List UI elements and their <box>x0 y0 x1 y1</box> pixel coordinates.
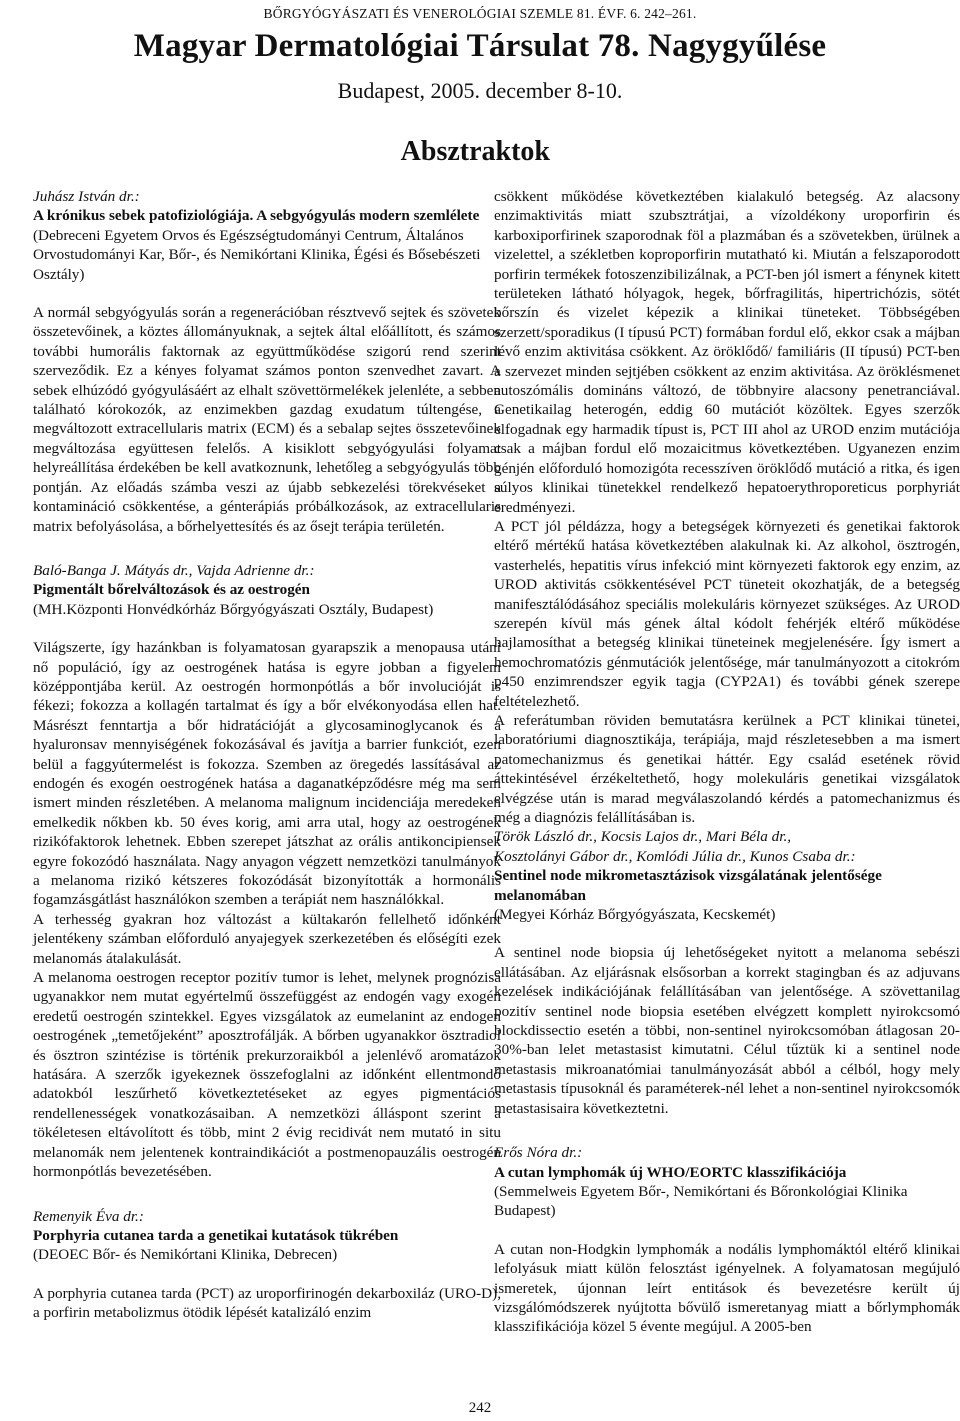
conference-title: Magyar Dermatológiai Társulat 78. Nagygyűlése <box>133 28 827 64</box>
abstract-affiliation: (Semmelweis Egyetem Bőr-, Nemikórtani és Bőronkológiai Klinika Budapest) <box>494 1182 908 1220</box>
abstract-juhasz <box>33 187 501 536</box>
abstract-authors: Erős Nóra dr.: <box>494 1144 583 1162</box>
abstract-affiliation: (Debreceni Egyetem Orvos és Egészségtudományi Centrum, Általános Orvostudományi Kar, Bőr-, és Nemikórtani Klinika, Égési és Bősebészeti Osztály) <box>33 226 481 283</box>
abstract-balo-banga <box>33 561 501 1182</box>
abstract-title: Pigmentált bőrelváltozások és az oestrogén <box>33 581 310 599</box>
abstract-body: A porphyria cutanea tarda (PCT) az uroporfirinogén dekarboxiláz (URO-D), a porfirin metabolizmus ötödik lépését katalizáló enzim <box>33 1284 501 1322</box>
conference-place-date: Budapest, 2005. december 8-10. <box>337 78 623 103</box>
right-column <box>494 187 960 1337</box>
abstract-remenyik-continued <box>494 187 960 827</box>
running-head: BŐRGYÓGYÁSZATI ÉS VENEROLÓGIAI SZEMLE 81. ÉVF. 6. 242–261. <box>263 6 697 21</box>
abstract-body: A terhesség gyakran hoz változást a kültakarón fellelhető időnként jelentékeny számban előforduló anyajegyek szerkezetében és előségíti ezek melanomás átalakulását. <box>33 910 501 967</box>
abstract-authors: Kosztolányi Gábor dr., Komlódi Júlia dr., Kunos Csaba dr.: <box>494 847 856 865</box>
abstract-authors: Remenyik Éva dr.: <box>33 1207 144 1225</box>
abstract-title: A krónikus sebek patofiziológiája. A sebgyógyulás modern szemlélete <box>33 207 480 225</box>
abstract-body: A cutan non-Hodgkin lymphomák a nodális lymphomáktól eltérő klinikai lefolyásuk miatt külön felosztást igényelnek. A folyamatosan megújuló ismeretek, újonnan leírt entitások és bevezetésre került új vizsgálómódszerek nyújtotta bővülő ismeretanyag miatt a bőrlymphomák klasszifikációja közel 5 évente megújul. A 2005-ben <box>494 1240 960 1336</box>
abstract-body: csökkent működése következtében kialakuló betegség. Az alacsony enzimaktivitás miatt szubsztrátjai, a vízoldékony uroporfirin és karboxiporfirinek szaporodnak föl a plazmában és a szövetekben, ürülnek a vizelettel, a székletben koproporfirin mutatható ki. Miután a felszaporodott porfirin termékek fotoszenzibilizálnak, a PCT-ben jól ismert a fénynek kitett területeken látható hólyagok, hegek, bőrfragilitás, hipertrichózis, sötét bőrszín és vizelet képezik a klinikai tüneteket. Többségében szerzett/sporadikus (I típusú PCT) formában fordul elő, ekkor csak a májban lévő enzim aktivitása csökkent. Az öröklődő/ familiáris (II típusú) PCT-ben a szervezet minden sejtjében csökkent az enzim aktivitása. Az öröklésmenet autoszómális domináns változó, de többnyire alacsony penetranciával. Genetikailag heterogén, eddig 60 mutációt közöltek. Egyes szerzők elfogadnak egy harmadik típust is, PCT III ahol az UROD enzim mutációja csak a májban fordul elő mozaicitmus következtében. Ugyanezen enzim génjén előforduló homozigóta recesszíven öröklődő mutáció a ritka, és igen súlyos klinikai tünetekkel rendelkező hepatoerythroporeticus porphyriát eredményezi. <box>494 188 960 516</box>
left-column <box>33 187 501 1323</box>
abstract-torok <box>494 827 960 1118</box>
abstract-title: Sentinel node mikrometasztázisok vizsgálatának jelentősége melanomában <box>494 867 882 904</box>
abstract-affiliation: (MH.Központi Honvédkórház Bőrgyógyászati Osztály, Budapest) <box>33 600 434 618</box>
abstract-title: Porphyria cutanea tarda a genetikai kutatások tükrében <box>33 1226 399 1244</box>
abstract-body: A PCT jól példázza, hogy a betegségek környezeti és genetikai faktorok eltérő mértékű hatása következtében alakulnak ki. Az alkohol, ösztrogén, vasterhelés, hepatitis vírus infekció mint környezeti faktorok egy enzim, az UROD aktivitás csökkentésével PCT tüneteit okozhatják, de a betegség manifesztálódásához speciális molekuláris környezet szükséges. Az UROD szerepén kívül más gének által kódolt fehérjék eltérő működése hajlamosíthat a betegség klinikai tüneteinek megjelenésére. Így ismert a hemochromatózis génmutációk jelentősége, már tanulmányozott a citokróm p450 enzimrendszer egyik tagja (CYP2A1) és további gének szerepe feltételezhető. <box>494 517 960 710</box>
abstract-body: A referátumban röviden bemutatásra kerülnek a PCT klinikai tünetei, laboratóriumi diagnosztikája, terápiája, majd részletesebben a ma ismert patomechanizmus és genetikai háttér. Egy család esetének rövid áttekintésével érzékeltethető, hogy molekuláris genetikai vizsgálatok elvégzése után is marad megválaszolandó kérdés a patomechanizmus és még a diagnózis felállításában is. <box>494 711 960 826</box>
page-number: 242 <box>468 1400 492 1416</box>
abstract-body: Világszerte, így hazánkban is folyamatosan gyarapszik a menopausa utáni nő populáció, így az oestrogének hatása is egyre jobban a figyelem középpontjába kerül. Az oestrogén hormonpótlás a bőr involucióját is fékezi; fokozza a kollagén tartalmat és így a bőr elvékonyodása ellen hat. Másrészt fenntartja a bőr hidratációját a glycosaminoglycanok és a hyaluronsav mennyiségének fokozásával és javítja a barrier funkciót, ezen belül a faggyútermelést is fokozza. Szemben az öregedés lassításával az endogén és exogén oestrogének hatása a daganatképződésre még ma sem ismert minden részletében. A melanoma malignum incidenciája meredeken emelkedik nőkben kb. 50 éves korig, ami arra utal, hogy az oestrogének rizikófaktorok lehetnek. Ebben szerepet játszhat az orális antikoncipiensek egyre fokozódó használata. Nagy anyagon végzett nemzetközi tanulmányok a melanoma rizikó kétszeres fokozódását bizonyították a hormonális fogamzásgátlást használókon szemben a terápiát nem használókkal. <box>33 639 501 909</box>
abstract-authors: Török László dr., Kocsis Lajos dr., Mari Béla dr., <box>494 828 792 846</box>
section-title: Absztraktok <box>400 136 550 167</box>
abstract-affiliation: (Megyei Kórház Bőrgyógyászata, Kecskemét) <box>494 906 776 924</box>
abstract-title: A cutan lymphomák új WHO/EORTC klasszifikációja <box>494 1163 847 1181</box>
abstract-body: A melanoma oestrogen receptor pozitív tumor is lehet, melynek prognózisa ugyanakkor nem mutat egyértelmű összefüggést az endogén vagy exogén eredetű oestrogén szintekkel. Egyes vizsgálatok az eumelanint az endogen oestrogének „temetőjeként” aposztrofálják. A bőrben ugyanakkor ösztradiol és ösztron szintézise is történik prekurzoraikból a jelenlévő aromatázok hatására. A szerzők igyekeznek összefoglalni az időnként ellentmondó adatokból leszűrhető következtetéseket az egyes pigmentációs rendellenességek vonatkozásaiban. A nemzetközi álláspont szerint a tökéletesen eltávolított és több, mint 2 évig recidivát nem mutató in situ melanomák nem jelentenek kontraindikációt a postmenopauzális oestrogén hormonpótlás bevezetésében. <box>33 969 501 1181</box>
abstract-body: A normál sebgyógyulás során a regenerációban résztvevő sejtek és szövetek összetevőinek, a köztes állományuknak, a sejtek által előállított, és számos további humorális faktornak az együttműködése szigorú rend szerint szerveződik. Ez a kényes folyamat számos ponton szenvedhet zavart. A sebek elhúzódó gyógyulásáért az elhalt szövettörmelékek jelenléte, a sebben található kórokozók, az enzimekben gazdag exudatum túltengése, a megváltozott extracellularis matrix (ECM) és a sebalap sejtes összetevőinek megváltozása együttesen felelős. A kisiklott sebgyógyulási folyamat helyreállítása érdekében be kell avatkoznunk, lehetőleg a sebgyógyulás több pontján. Az előadás számba veszi az újabb sebkezelési törekvéseket a kontamináció csökkentése, a génterápiás próbálkozások, az extracellularis matrix befolyásolása, a bőrhelyettesítés és az ősejt terápia területén. <box>33 304 501 535</box>
abstract-affiliation: (DEOEC Bőr- és Nemikórtani Klinika, Debrecen) <box>33 1246 338 1264</box>
abstract-authors: Baló-Banga J. Mátyás dr., Vajda Adrienne dr.: <box>33 561 315 579</box>
abstract-authors: Juhász István dr.: <box>33 188 140 205</box>
abstract-eros <box>494 1143 960 1337</box>
abstract-remenyik <box>33 1207 501 1323</box>
abstract-body: A sentinel node biopsia új lehetőségeket nyitott a melanoma sebészi ellátásában. Az eljárásnak elsősorban a korrekt stagingban és az adjuvans kezelések indikációjának felállításában van jelentősége. A szövettanilag pozitív sentinel node biopsia esetében elvégzett komplett nyirokcsomó blockdissectio esetén a többi, non-sentinel nyirokcsomóban átlagosan 20-30%-ban lelet metastasist kimutatni. Célul tűztük ki a sentinel node metastasis mikroanatómiai tanulmányozását abból a célból, hogy mely metastasis típusoknál és paraméterek-nél lehet a non-sentinel nyirokcsomók metastasisaira következtetni. <box>494 944 960 1117</box>
